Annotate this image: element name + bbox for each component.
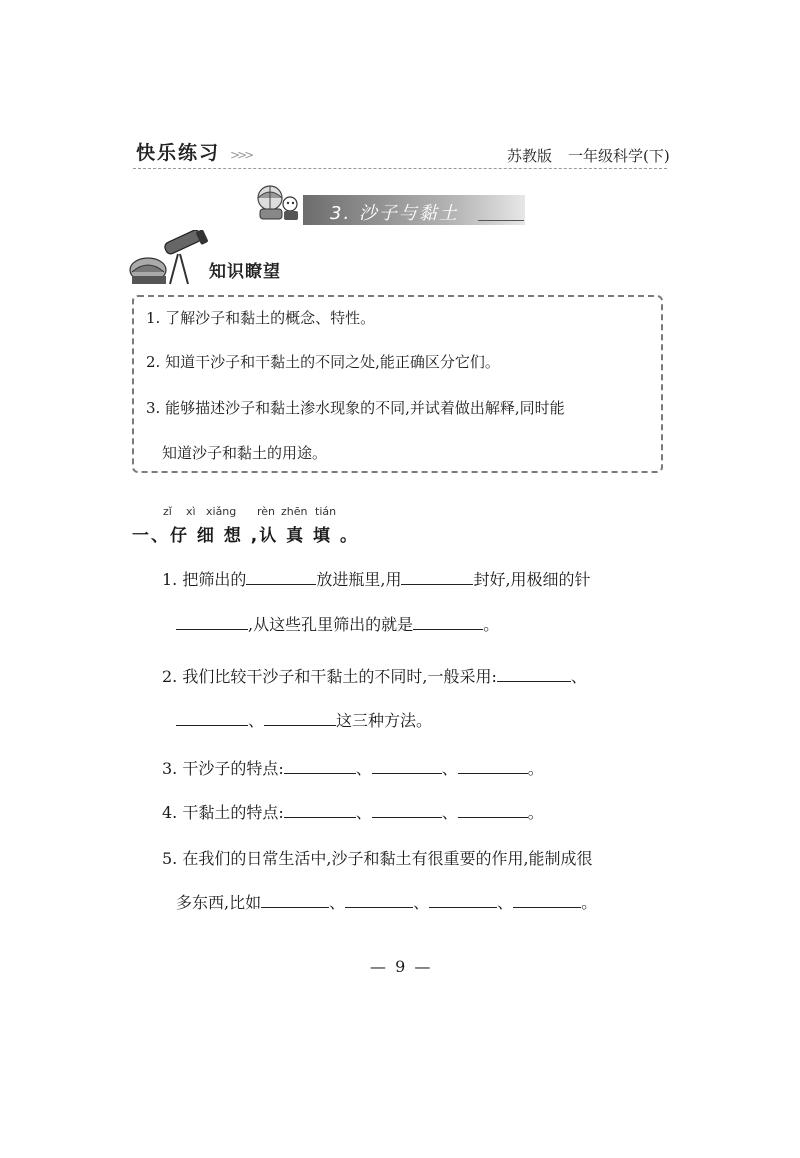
question-5-line-1 <box>162 846 593 869</box>
page-number: — 9 — <box>370 957 433 976</box>
pinyin: xiǎng <box>206 505 237 518</box>
answer-blank[interactable] <box>413 615 483 630</box>
separator: 、 <box>355 803 372 822</box>
separator: 、 <box>441 759 458 778</box>
brand-title: 快乐练习 <box>136 142 221 164</box>
question-text: 2. 我们比较干沙子和干黏土的不同时,一般采用: <box>162 667 497 686</box>
pinyin: zhēn <box>281 505 308 518</box>
pinyin: xì <box>186 505 196 518</box>
question-text: 封好,用极细的针 <box>473 570 591 589</box>
objective-item: 1. 了解沙子和黏土的概念、特性。 <box>146 309 376 327</box>
question-text: 5. 在我们的日常生活中,沙子和黏土有很重要的作用,能制成很 <box>162 849 593 868</box>
separator: 、 <box>329 893 346 912</box>
question-2-line-1 <box>162 664 587 687</box>
question-text: 多东西,比如 <box>176 893 262 912</box>
objective-item: 2. 知道干沙子和干黏土的不同之处,能正确区分它们。 <box>146 353 500 371</box>
answer-blank[interactable] <box>458 759 528 774</box>
pinyin: zǐ <box>163 505 172 518</box>
answer-blank[interactable] <box>284 759 356 774</box>
objective-item: 知道沙子和黏土的用途。 <box>162 444 328 462</box>
question-1-line-2 <box>176 612 499 635</box>
exercise-title: 一、仔 细 想 ,认 真 填 。 <box>132 526 359 546</box>
question-text: 放进瓶里,用 <box>316 570 402 589</box>
answer-blank[interactable] <box>372 759 442 774</box>
lesson-title: 3. 沙子与黏土 <box>330 203 459 224</box>
question-text: 4. 干黏土的特点: <box>162 803 284 822</box>
answer-blank[interactable] <box>429 893 497 908</box>
question-text: 这三种方法。 <box>336 711 433 730</box>
edition-label: 苏教版 <box>507 147 553 165</box>
question-4 <box>162 800 544 823</box>
separator: 、 <box>355 759 372 778</box>
question-1-line-1 <box>162 567 591 590</box>
banner-underline <box>478 220 524 221</box>
answer-blank[interactable] <box>345 893 413 908</box>
answer-blank[interactable] <box>176 711 248 726</box>
question-text: 1. 把筛出的 <box>162 570 247 589</box>
question-text: 、 <box>248 711 265 730</box>
pinyin: tián <box>315 505 337 518</box>
question-end: 。 <box>527 803 544 822</box>
knowledge-section-title: 知识瞭望 <box>209 262 281 282</box>
telescope-icon <box>126 230 216 290</box>
question-2-line-2 <box>176 708 432 731</box>
question-5-line-2 <box>176 890 597 913</box>
question-3 <box>162 756 544 779</box>
question-end: 。 <box>527 759 544 778</box>
question-text: 3. 干沙子的特点: <box>162 759 284 778</box>
question-text: 、 <box>570 667 587 686</box>
separator: 、 <box>441 803 458 822</box>
question-text: 。 <box>483 615 500 634</box>
answer-blank[interactable] <box>513 893 581 908</box>
answer-blank[interactable] <box>176 615 248 630</box>
answer-blank[interactable] <box>246 570 316 585</box>
beach-ball-icon <box>246 182 308 224</box>
answer-blank[interactable] <box>372 803 442 818</box>
grade-subject-label: 一年级科学(下) <box>568 147 670 165</box>
objective-item: 3. 能够描述沙子和黏土渗水现象的不同,并试着做出解释,同时能 <box>146 399 565 417</box>
answer-blank[interactable] <box>284 803 356 818</box>
answer-blank[interactable] <box>261 893 329 908</box>
separator: 、 <box>497 893 514 912</box>
answer-blank[interactable] <box>497 667 571 682</box>
answer-blank[interactable] <box>264 711 336 726</box>
separator: 、 <box>413 893 430 912</box>
header-divider <box>133 168 667 169</box>
answer-blank[interactable] <box>401 570 473 585</box>
chevrons-icon: >>> <box>230 148 252 162</box>
question-text: ,从这些孔里筛出的就是 <box>248 615 414 634</box>
pinyin: rèn <box>257 505 276 518</box>
question-end: 。 <box>581 893 598 912</box>
answer-blank[interactable] <box>458 803 528 818</box>
